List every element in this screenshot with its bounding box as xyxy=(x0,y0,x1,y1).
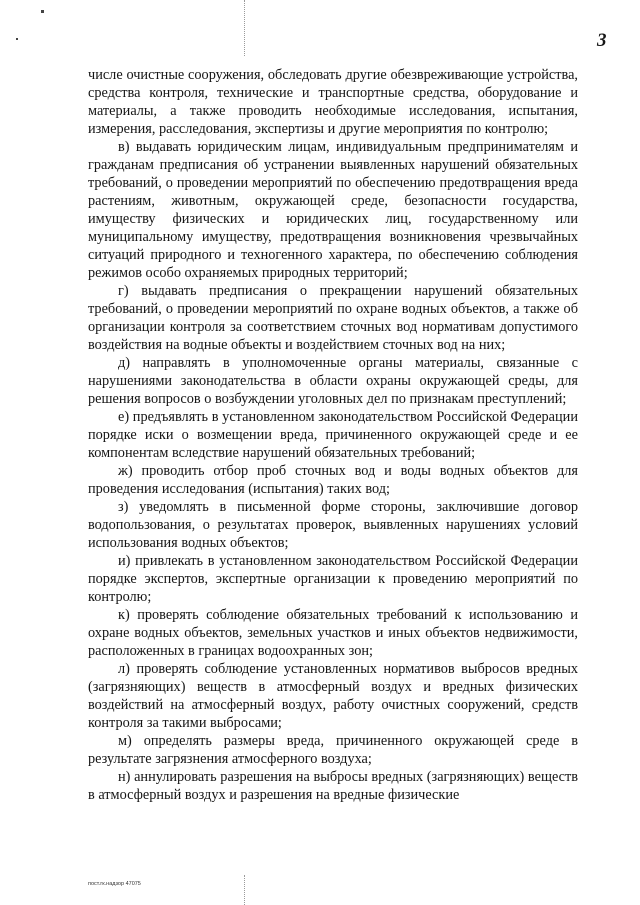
paragraph-item-n: н) аннулировать разрешения на выбросы вредных (загрязняющих) веществ в атмосферный воздух и разрешения на вредные физические xyxy=(88,769,578,803)
scan-mark xyxy=(41,10,44,13)
paragraph-continuation: числе очистные сооружения, обследовать другие обезвреживающие устройства, средства контроля, технические и транспортные средства, оборудование и материалы, а также проводить необходимые исследования, испытания, измерения, расследования, экспертизы и другие мероприятия по контролю; xyxy=(88,67,578,137)
footer-code: пост.гк.надзор 47075 xyxy=(88,881,141,887)
document-body xyxy=(88,66,578,804)
scan-mark xyxy=(16,38,18,40)
paragraph-item-zh: ж) проводить отбор проб сточных вод и воды водных объектов для проведения исследования (испытания) таких вод; xyxy=(88,463,578,497)
paragraph-item-g: г) выдавать предписания о прекращении нарушений обязательных требований, о проведении мероприятий по охране водных объектов, а также об организации контроля за соответствием сточных вод нормативам допустимого воздействия на водные объекты и воздействием сточных вод на них; xyxy=(88,283,578,353)
paragraph-item-l: л) проверять соблюдение установленных нормативов выбросов вредных (загрязняющих) веществ в атмосферный воздух и вредных физических воздействий на атмосферный воздух, работу очистных сооружений, средств контроля за такими выбросами; xyxy=(88,661,578,731)
page-number: 3 xyxy=(597,30,607,51)
paragraph-item-e: е) предъявлять в установленном законодательством Российской Федерации порядке иски о возмещении вреда, причиненного окружающей среде и ее компонентам вследствие нарушений обязательных требований; xyxy=(88,409,578,461)
paragraph-item-d: д) направлять в уполномоченные органы материалы, связанные с нарушениями законодательства в области охраны окружающей среды, для решения вопросов о возбуждении уголовных дел по признакам преступлений; xyxy=(88,355,578,407)
paragraph-item-m: м) определять размеры вреда, причиненного окружающей среде в результате загрязнения атмосферного воздуха; xyxy=(88,733,578,767)
paragraph-item-z: з) уведомлять в письменной форме стороны, заключившие договор водопользования, о результатах проверок, выявленных нарушениях условий использования водных объектов; xyxy=(88,499,578,551)
fold-line xyxy=(244,875,245,905)
paragraph-item-k: к) проверять соблюдение обязательных требований к использованию и охране водных объектов, земельных участков и иных объектов недвижимости, расположенных в границах водоохранных зон; xyxy=(88,607,578,659)
fold-line xyxy=(244,0,245,56)
paragraph-item-i: и) привлекать в установленном законодательством Российской Федерации порядке экспертов, экспертные организации к проведению мероприятий по контролю; xyxy=(88,553,578,605)
paragraph-item-v: в) выдавать юридическим лицам, индивидуальным предпринимателям и гражданам предписания об устранении выявленных нарушений обязательных требований, о проведении мероприятий по обеспечению предотвращения вреда растениям, животным, окружающей среде, безопасности государства, имуществу физических и юридических лиц, государственному или муниципальному имуществу, предотвращения возникновения чрезвычайных ситуаций природного и техногенного характера, по обеспечению соблюдения режимов особо охраняемых природных территорий; xyxy=(88,139,578,281)
